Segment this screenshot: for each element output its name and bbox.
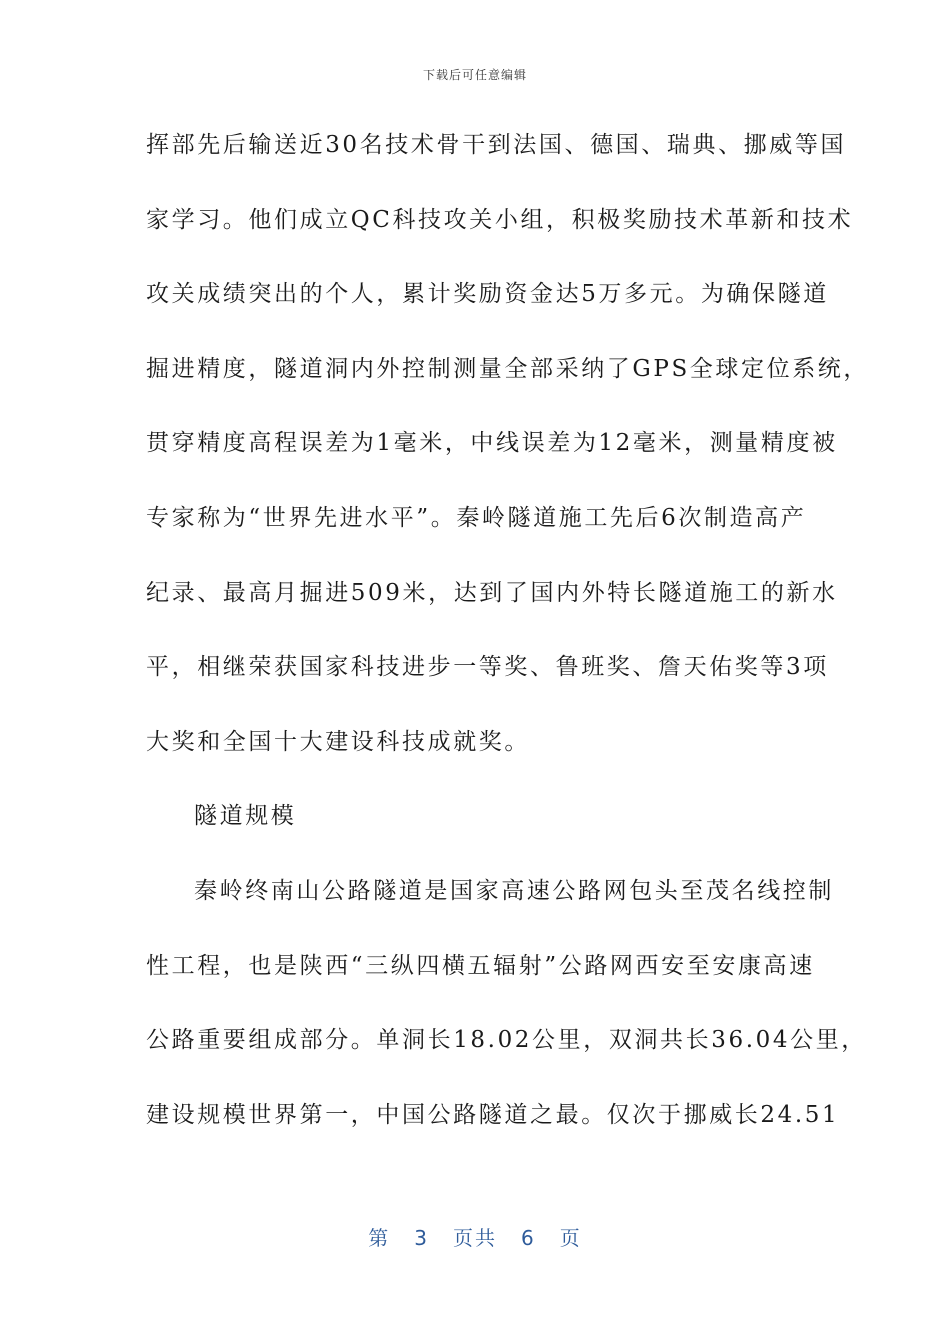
paragraph-line: 家学习。他们成立QC科技攻关小组，积极奖励技术革新和技术	[146, 206, 854, 233]
document-body	[146, 120, 870, 1164]
page-label-middle: 页共	[453, 1226, 497, 1250]
paragraph-line: 专家称为“世界先进水平”。秦岭隧道施工先后6次制造高产	[146, 504, 807, 531]
paragraph-line: 公路重要组成部分。单洞长18.02公里，双洞共长36.04公里，	[146, 1027, 867, 1054]
page-label-suffix: 页	[559, 1226, 582, 1250]
paragraph-line: 攻关成绩突出的个人，累计奖励资金达5万多元。为确保隧道	[146, 281, 829, 308]
page-label-prefix: 第	[368, 1226, 391, 1250]
paragraph-line: 挥部先后输送近30名技术骨干到法国、德国、瑞典、挪威等国	[146, 132, 847, 158]
paragraph-line: 大奖和全国十大建设科技成就奖。	[146, 728, 530, 755]
paragraph-line: 平，相继荣获国家科技进步一等奖、鲁班奖、詹天佑奖等3项	[146, 654, 829, 681]
total-pages-number: 6	[521, 1226, 536, 1250]
paragraph-line: 性工程，也是陕西“三纵四横五辐射”公路网西安至安康高速	[146, 952, 815, 979]
section-heading: 隧道规模	[194, 803, 297, 830]
paragraph-line: 纪录、最高月掘进509米，达到了国内外特长隧道施工的新水	[146, 579, 838, 606]
current-page-number: 3	[414, 1226, 429, 1250]
paragraph-line: 建设规模世界第一，中国公路隧道之最。仅次于挪威长24.51	[146, 1101, 840, 1128]
paragraph-line: 掘进精度，隧道洞内外控制测量全部采纳了GPS全球定位系统，	[146, 355, 870, 382]
paragraph-line: 秦岭终南山公路隧道是国家高速公路网包头至茂名线控制	[194, 877, 834, 904]
paragraph-line: 贯穿精度高程误差为1毫米，中线误差为12毫米，测量精度被	[146, 430, 838, 457]
page-number-footer	[0, 1222, 950, 1251]
page-header-note: 下载后可任意编辑	[422, 68, 527, 82]
